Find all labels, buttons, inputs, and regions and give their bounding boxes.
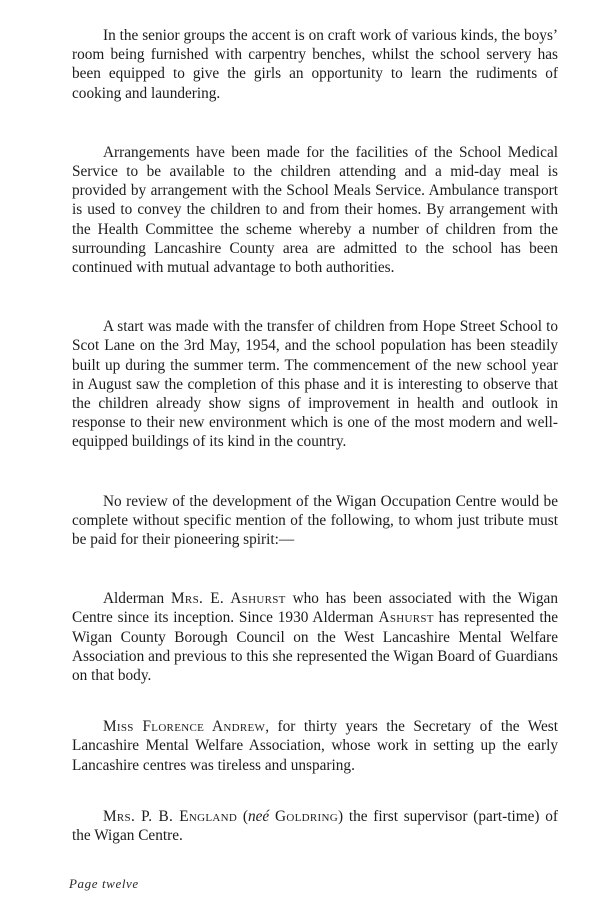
person-name: Miss Florence Andrew [103,718,266,736]
person-name: Ashurst [378,609,434,627]
text-run: , for thirty years the Secretary of the West Lancashire Mental Welfare Association, whose work in setting up the early Lancashire centres was tireless and unsparing. [72,718,559,774]
text-run: who has been associated with the Wigan Centre since its inception. Since 1930 Alderman [72,590,558,627]
paragraph-tribute-intro: No review of the development of the Wigan Occupation Centre would be complete without specific mention of the following, to whom just tribute must be paid for their pioneering spirit:— [72,492,558,549]
paragraph-craft-work: In the senior groups the accent is on craft work of various kinds, the boys’ room being furnished with carpentry benches, whilst the school servery has been equipped to give the girls an opportunity to learn the rudiments of cooking and laundering. [72,27,558,102]
paragraph-school-transfer: A start was made with the transfer of children from Hope Street School to Scot Lane on the 3rd May, 1954, and the school population has been steadily built up during the summer term. The commencement of the new school year in August saw the completion of this phase and it is interesting to observe that the children already show signs of improvement in health and outlook in response to their new environment which is one of the most modern and well-equipped buildings of its kind in the country. [72,318,558,451]
paragraph-ashurst [72,589,558,685]
paragraph-medical-service: Arrangements have been made for the facilities of the School Medical Service to be available to the children attending and a mid-day meal is provided by arrangement with the School Meals Service. Ambulance transport is used to convey the children to and from their homes. By arrangement with the Health Committee the scheme whereby a number of children from the surrounding Lancashire County area are admitted to the school has been continued with mutual advantage to both authorities. [72,143,558,277]
person-name: Mrs. P. B. England [103,807,238,825]
paragraph-england [72,807,558,845]
nee-italic: neé [247,807,270,825]
paragraph-andrew [72,717,558,775]
person-name: Mrs. E. Ashurst [171,590,286,608]
person-name: Goldring [275,807,338,825]
text-run: Alderman [103,590,172,608]
document-page [72,26,558,845]
text-run: ( [237,807,248,825]
text-run: has represented the Wigan County Borough Council on the West Lancashire Mental Welfare Association and previous to this she represented the Wigan Board of Guardians on that body. [72,609,559,685]
text-run: ) the first supervisor (part-time) of the Wigan Centre. [72,807,559,845]
page-number-footer: Page twelve [69,876,139,891]
